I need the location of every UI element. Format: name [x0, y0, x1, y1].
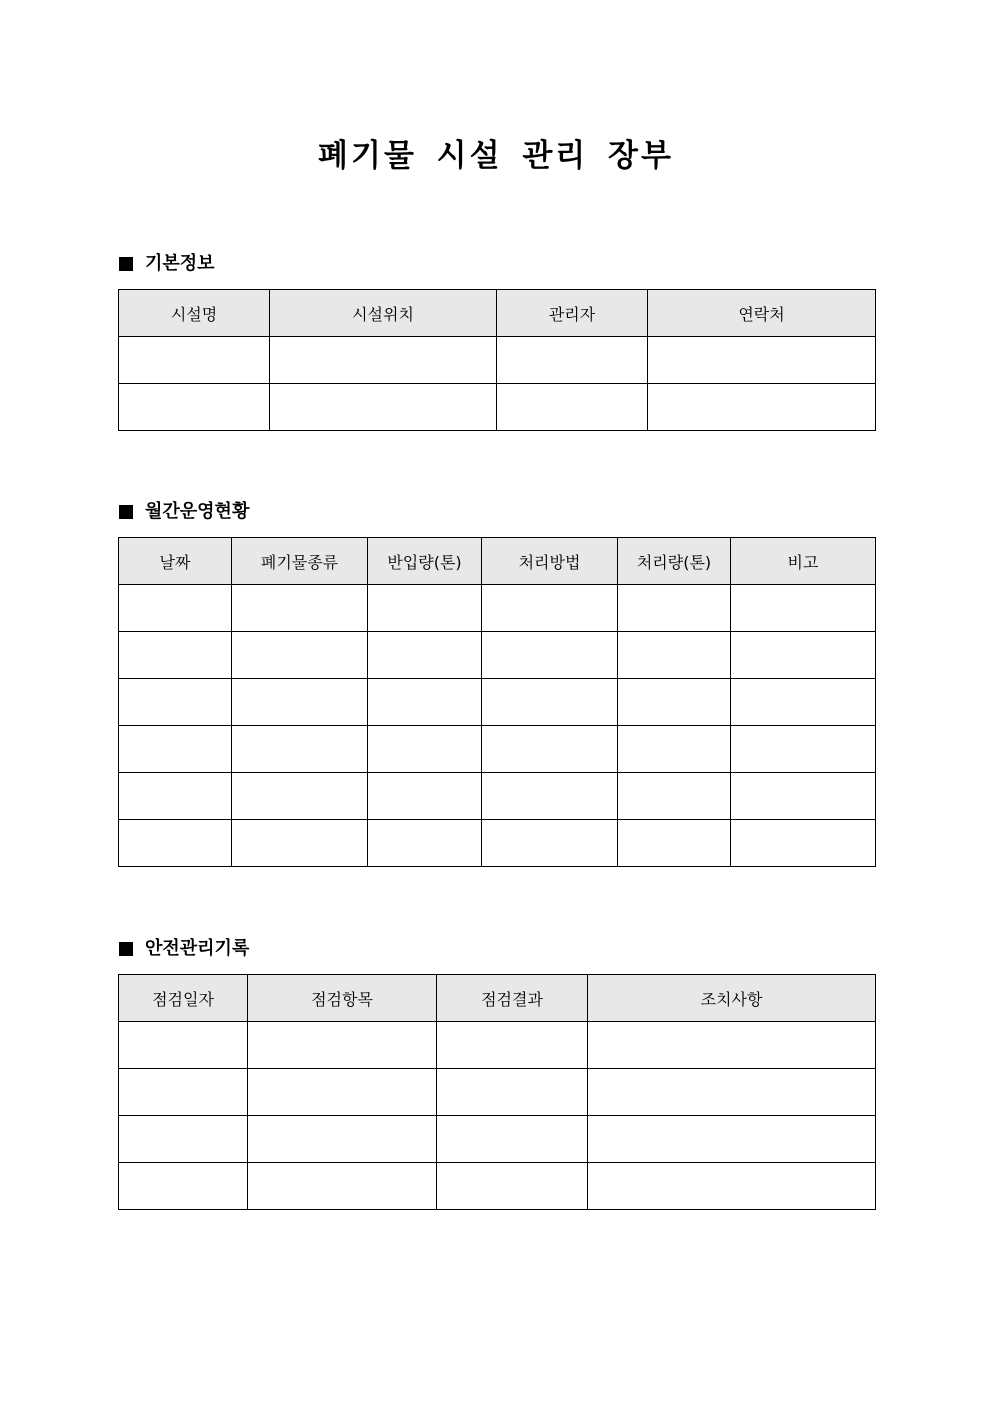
table-cell[interactable] — [731, 585, 876, 632]
table-header-row — [119, 538, 876, 585]
table-cell[interactable] — [588, 1116, 876, 1163]
table-cell[interactable] — [437, 1022, 588, 1069]
section-heading-monthly-operation — [119, 500, 249, 524]
table-cell[interactable] — [368, 820, 482, 867]
monthly-operation-table — [118, 537, 876, 867]
table-cell[interactable] — [588, 1069, 876, 1116]
table-header-row — [119, 290, 876, 337]
table-cell[interactable] — [232, 679, 368, 726]
section-heading-label: 기본정보 — [145, 253, 215, 274]
safety-management-table — [118, 974, 876, 1210]
section-heading-basic-info — [119, 252, 215, 276]
table-cell[interactable] — [248, 1116, 437, 1163]
section-heading-label: 월간운영현황 — [145, 501, 250, 522]
table-row — [119, 632, 876, 679]
column-header-facility-location: 시설위치 — [270, 290, 497, 337]
table-row — [119, 1022, 876, 1069]
black-square-icon — [119, 505, 133, 519]
table-cell[interactable] — [248, 1022, 437, 1069]
table-cell[interactable] — [482, 820, 618, 867]
table-cell[interactable] — [119, 1069, 248, 1116]
table-cell[interactable] — [368, 679, 482, 726]
column-header-facility-name: 시설명 — [119, 290, 270, 337]
table-cell[interactable] — [731, 632, 876, 679]
page-title: 폐기물 시설 관리 장부 — [318, 138, 674, 174]
table-row — [119, 773, 876, 820]
table-cell[interactable] — [618, 773, 731, 820]
table-cell[interactable] — [119, 679, 232, 726]
column-header-remarks: 비고 — [731, 538, 876, 585]
table-cell[interactable] — [618, 585, 731, 632]
table-cell[interactable] — [731, 773, 876, 820]
table-cell[interactable] — [482, 773, 618, 820]
table-cell[interactable] — [588, 1163, 876, 1210]
black-square-icon — [119, 257, 133, 271]
column-header-treated-amount: 처리량(톤) — [618, 538, 731, 585]
table-cell[interactable] — [232, 585, 368, 632]
section-heading-label: 안전관리기록 — [145, 938, 250, 959]
table-row — [119, 820, 876, 867]
table-row — [119, 1069, 876, 1116]
table-cell[interactable] — [119, 726, 232, 773]
table-cell[interactable] — [232, 820, 368, 867]
table-row — [119, 726, 876, 773]
column-header-manager: 관리자 — [497, 290, 648, 337]
table-cell[interactable] — [368, 773, 482, 820]
column-header-treatment-method: 처리방법 — [482, 538, 618, 585]
table-cell[interactable] — [119, 585, 232, 632]
basic-info-table — [118, 289, 876, 431]
table-cell[interactable] — [232, 726, 368, 773]
table-header-row — [119, 975, 876, 1022]
table-cell[interactable] — [119, 1116, 248, 1163]
table-cell[interactable] — [119, 632, 232, 679]
table-cell[interactable] — [588, 1022, 876, 1069]
table-row — [119, 1163, 876, 1210]
column-header-action-taken: 조치사항 — [588, 975, 876, 1022]
table-cell[interactable] — [368, 726, 482, 773]
table-cell[interactable] — [119, 773, 232, 820]
table-row — [119, 585, 876, 632]
column-header-intake-amount: 반입량(톤) — [368, 538, 482, 585]
column-header-inspection-date: 점검일자 — [119, 975, 248, 1022]
table-cell[interactable] — [482, 726, 618, 773]
table-cell[interactable] — [618, 820, 731, 867]
table-cell[interactable] — [731, 726, 876, 773]
table-cell[interactable] — [119, 1163, 248, 1210]
table-cell[interactable] — [618, 632, 731, 679]
table-cell[interactable] — [437, 1116, 588, 1163]
table-cell[interactable] — [648, 384, 876, 431]
table-cell[interactable] — [482, 632, 618, 679]
black-square-icon — [119, 942, 133, 956]
table-cell[interactable] — [232, 632, 368, 679]
table-cell[interactable] — [731, 679, 876, 726]
table-cell[interactable] — [368, 585, 482, 632]
table-cell[interactable] — [248, 1163, 437, 1210]
column-header-inspection-item: 점검항목 — [248, 975, 437, 1022]
table-cell[interactable] — [482, 679, 618, 726]
column-header-waste-type: 폐기물종류 — [232, 538, 368, 585]
table-cell[interactable] — [437, 1163, 588, 1210]
table-cell[interactable] — [731, 820, 876, 867]
table-cell[interactable] — [119, 1022, 248, 1069]
table-cell[interactable] — [648, 337, 876, 384]
table-cell[interactable] — [232, 773, 368, 820]
table-row — [119, 337, 876, 384]
section-heading-safety-management — [119, 937, 249, 961]
table-cell[interactable] — [618, 679, 731, 726]
table-cell[interactable] — [248, 1069, 437, 1116]
table-cell[interactable] — [119, 820, 232, 867]
table-cell[interactable] — [618, 726, 731, 773]
table-cell[interactable] — [437, 1069, 588, 1116]
column-header-inspection-result: 점검결과 — [437, 975, 588, 1022]
table-cell[interactable] — [119, 337, 270, 384]
table-cell[interactable] — [270, 337, 497, 384]
table-cell[interactable] — [119, 384, 270, 431]
table-row — [119, 1116, 876, 1163]
table-cell[interactable] — [270, 384, 497, 431]
table-cell[interactable] — [497, 337, 648, 384]
table-cell[interactable] — [368, 632, 482, 679]
column-header-date: 날짜 — [119, 538, 232, 585]
table-row — [119, 384, 876, 431]
column-header-contact: 연락처 — [648, 290, 876, 337]
table-cell[interactable] — [482, 585, 618, 632]
table-cell[interactable] — [497, 384, 648, 431]
table-row — [119, 679, 876, 726]
